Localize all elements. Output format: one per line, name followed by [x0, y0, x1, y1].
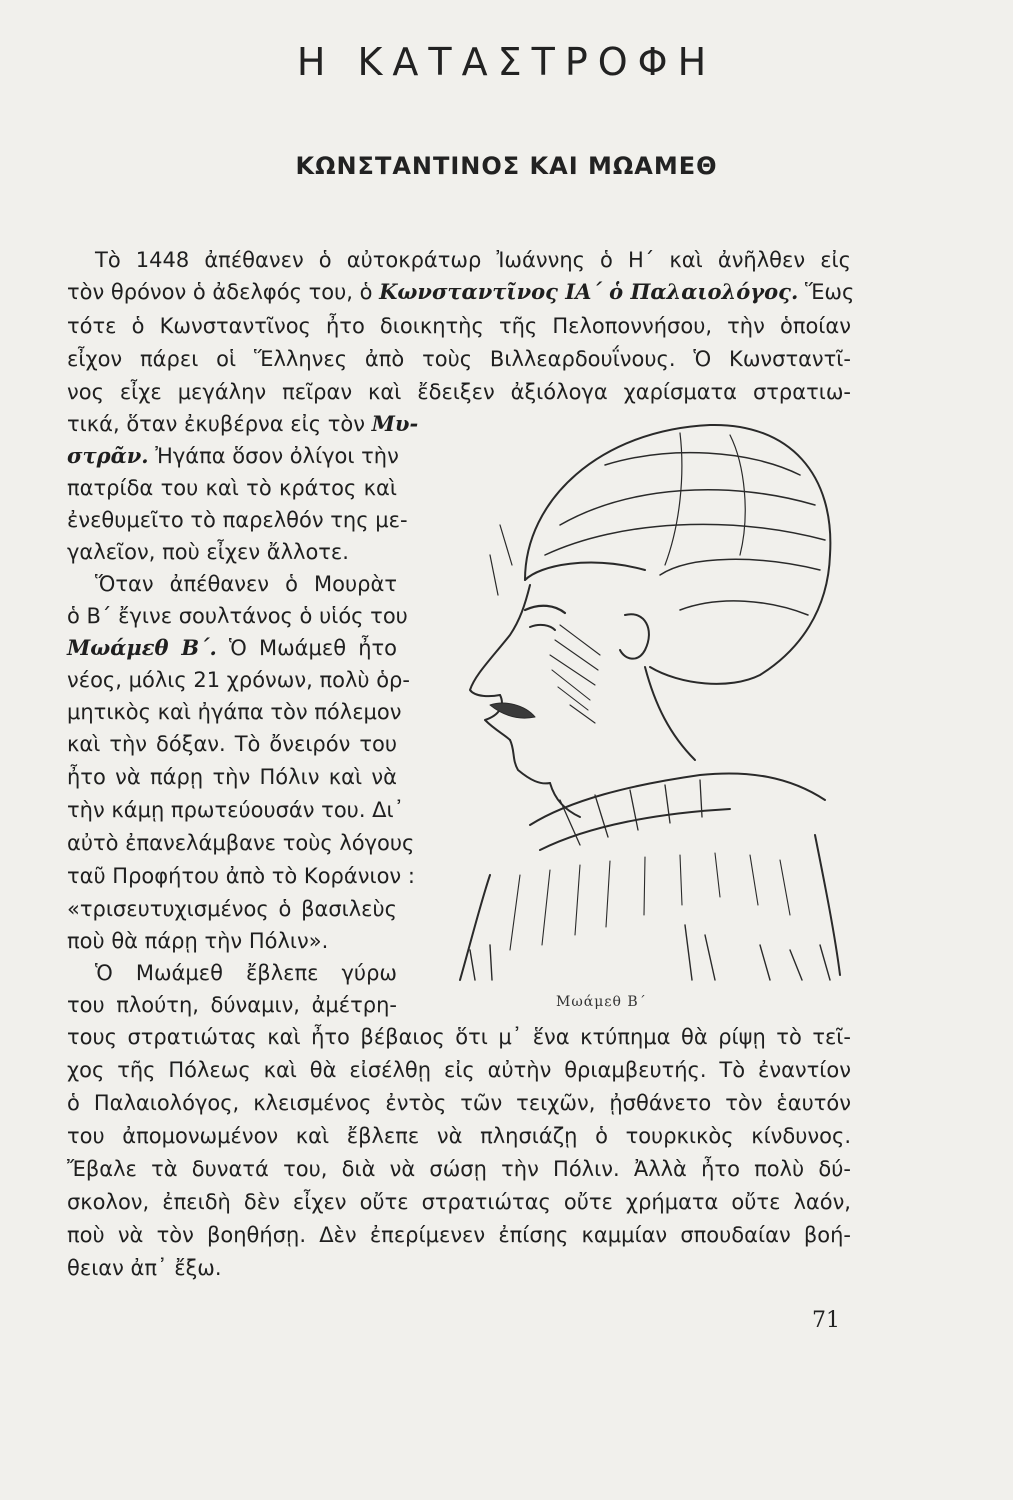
- text-line: τὴν κάμῃ πρωτεύουσάν του. Δι᾽: [67, 798, 405, 822]
- text-line: Ὁ Μωάμεθ ἔβλεπε γύρω: [95, 961, 397, 985]
- text-line: μητικὸς καὶ ἠγάπα τὸν πόλεμον: [67, 700, 402, 724]
- emphasis-place: στρᾶν.: [67, 443, 149, 468]
- text-line: πατρίδα του καὶ τὸ κράτος καὶ: [67, 476, 397, 500]
- text-line: «τρισευτυχισμένος ὁ βασιλεὺς: [67, 897, 397, 921]
- text-line: [67, 632, 397, 668]
- emphasis-place: Μυ-: [371, 411, 419, 436]
- text-line: ποὺ θὰ πάρῃ τὴν Πόλιν».: [67, 929, 329, 953]
- text-line: αὐτὸ ἐπανελάμβανε τοὺς λόγους: [67, 831, 415, 855]
- text-line: ὁ Β΄ ἔγινε σουλτάνος ὁ υἱός του: [67, 604, 408, 628]
- emphasis-name: Κωνσταντῖνος ΙΑ΄ ὁ Παλαιολόγος.: [379, 279, 799, 304]
- text-line: γαλεῖον, ποὺ εἶχεν ἄλλοτε.: [67, 540, 349, 564]
- text-line: ἐνεθυμεῖτο τὸ παρελθόν της με-: [67, 508, 408, 532]
- text-line: νος εἶχε μεγάλην πεῖραν καὶ ἔδειξεν ἀξιόλογα χαρίσματα στρατιω-: [67, 380, 851, 404]
- text-line: Ὅταν ἀπέθανεν ὁ Μουρὰτ: [95, 572, 397, 596]
- text-run: τὸν θρόνον ὁ ἀδελφός του, ὁ: [67, 280, 380, 304]
- text-line: ταῦ Προφήτου ἀπὸ τὸ Κοράνιον :: [67, 864, 415, 888]
- portrait-illustration: [430, 405, 860, 985]
- text-line: θειαν ἀπ᾽ ἔξω.: [67, 1256, 222, 1280]
- text-line: νέος, μόλις 21 χρόνων, πολὺ ὁρ-: [67, 668, 410, 692]
- text-line: εἶχον πάρει οἱ Ἕλληνες ἀπὸ τοὺς Βιλλεαρδουΐνους. Ὁ Κωνσταντῖ-: [67, 347, 851, 371]
- section-title: ΚΩΝΣΤΑΝΤΙΝΟΣ ΚΑΙ ΜΩΑΜΕΘ: [295, 152, 718, 180]
- figure-caption: Μωάμεθ Β΄: [556, 994, 647, 1010]
- page-number: 71: [812, 1308, 840, 1333]
- text-line: τους στρατιώτας καὶ ἦτο βέβαιος ὅτι μ᾽ ἕνα κτύπημα θὰ ρίψῃ τὸ τεῖ-: [67, 1025, 851, 1049]
- text-run: Ὁ Μωάμεθ ἦτο: [216, 636, 397, 660]
- text-line: ἦτο νὰ πάρῃ τὴν Πόλιν καὶ νὰ: [67, 765, 397, 789]
- text-run: Ἕως: [798, 280, 855, 304]
- text-line: ὁ Παλαιολόγος, κλεισμένος ἐντὸς τῶν τειχῶν, ᾐσθάνετο τὸν ἑαυτόν: [67, 1091, 851, 1115]
- chapter-title: Η ΚΑΤΑΣΤΡΟΦΗ: [296, 40, 717, 84]
- text-line: του ἀπομονωμένον καὶ ἔβλεπε νὰ πλησιάζῃ ὁ τουρκικὸς κίνδυνος.: [67, 1124, 851, 1148]
- text-line: σκολον, ἐπειδὴ δὲν εἶχεν οὔτε στρατιώτας οὔτε χρήματα οὔτε λαόν,: [67, 1190, 851, 1214]
- text-line: [67, 440, 397, 476]
- text-run: Ἠγάπα ὅσον ὀλίγοι τὴν: [148, 444, 399, 468]
- text-line: ποὺ νὰ τὸν βοηθήσῃ. Δὲν ἐπερίμενεν ἐπίσης καμμίαν σπουδαίαν βοή-: [67, 1223, 851, 1247]
- text-run: τικά, ὅταν ἐκυβέρνα εἰς τὸν: [67, 412, 372, 436]
- text-line: τότε ὁ Κωνσταντῖνος ἦτο διοικητὴς τῆς Πελοποννήσου, τὴν ὁποίαν: [67, 314, 851, 338]
- text-line: Τὸ 1448 ἀπέθανεν ὁ αὐτοκράτωρ Ἰωάννης ὁ Η΄ καὶ ἀνῆλθεν εἰς: [95, 248, 851, 272]
- text-line: [67, 408, 419, 444]
- text-line: του πλούτη, δύναμιν, ἀμέτρη-: [67, 993, 397, 1017]
- text-line: [67, 276, 855, 312]
- text-line: καὶ τὴν δόξαν. Τὸ ὄνειρόν του: [67, 732, 397, 756]
- text-line: χος τῆς Πόλεως καὶ θὰ εἰσέλθῃ εἰς αὐτὴν θριαμβευτής. Τὸ ἐναντίον: [67, 1058, 851, 1082]
- text-line: Ἔβαλε τὰ δυνατά του, διὰ νὰ σώσῃ τὴν Πόλιν. Ἀλλὰ ἦτο πολὺ δύ-: [67, 1157, 851, 1181]
- emphasis-name: Μωάμεθ Β΄.: [67, 635, 217, 660]
